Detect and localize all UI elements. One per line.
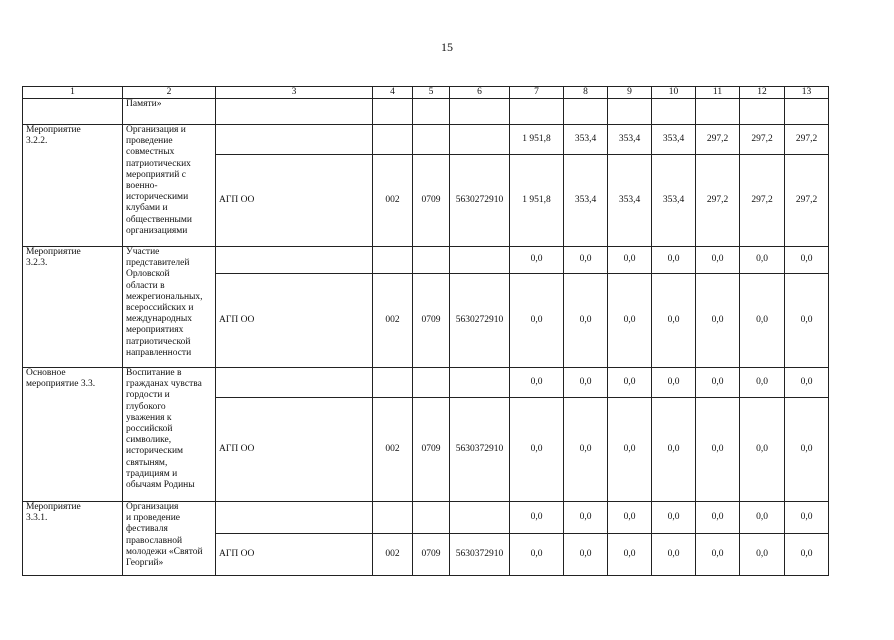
cell-c3 xyxy=(216,99,373,125)
cell-c2: Памяти» xyxy=(123,99,216,125)
value-cell: 0,0 xyxy=(696,398,740,502)
table-row-total xyxy=(23,368,829,398)
code-cell: 002 xyxy=(373,534,413,576)
value-cell: 0,0 xyxy=(696,368,740,398)
activity-code: Мероприятие 3.2.3. xyxy=(23,247,123,368)
empty-cell xyxy=(450,502,510,534)
cell-c1 xyxy=(23,99,123,125)
value-cell xyxy=(740,99,785,125)
empty-cell xyxy=(450,247,510,274)
empty-cell xyxy=(413,368,450,398)
column-header: 8 xyxy=(564,87,608,99)
value-cell: 0,0 xyxy=(740,274,785,368)
value-cell: 1 951,8 xyxy=(510,155,564,247)
value-cell: 353,4 xyxy=(564,125,608,155)
code-cell: 0709 xyxy=(413,534,450,576)
cell-c4 xyxy=(373,99,413,125)
value-cell: 0,0 xyxy=(652,502,696,534)
value-cell: 0,0 xyxy=(510,398,564,502)
value-cell: 0,0 xyxy=(510,534,564,576)
value-cell: 0,0 xyxy=(652,398,696,502)
column-header: 5 xyxy=(413,87,450,99)
value-cell xyxy=(608,99,652,125)
column-header: 2 xyxy=(123,87,216,99)
value-cell: 0,0 xyxy=(740,368,785,398)
value-cell: 353,4 xyxy=(652,125,696,155)
empty-cell xyxy=(413,125,450,155)
value-cell: 297,2 xyxy=(740,155,785,247)
value-cell: 0,0 xyxy=(696,274,740,368)
value-cell: 0,0 xyxy=(785,534,829,576)
value-cell: 0,0 xyxy=(608,534,652,576)
value-cell: 0,0 xyxy=(652,274,696,368)
empty-cell xyxy=(216,125,373,155)
empty-cell xyxy=(373,247,413,274)
value-cell xyxy=(785,99,829,125)
table-row-total xyxy=(23,502,829,534)
empty-cell xyxy=(216,368,373,398)
value-cell: 353,4 xyxy=(652,155,696,247)
code-cell: 002 xyxy=(373,155,413,247)
empty-cell xyxy=(373,502,413,534)
value-cell xyxy=(652,99,696,125)
activity-name: Участие представителей Орловской области в межрегиональных, всероссийских и международных мероприятиях патриотической направленности xyxy=(123,247,216,368)
executor-cell: АГП ОО xyxy=(216,155,373,247)
value-cell: 1 951,8 xyxy=(510,125,564,155)
column-header: 6 xyxy=(450,87,510,99)
code-cell: 5630372910 xyxy=(450,398,510,502)
executor-cell: АГП ОО xyxy=(216,534,373,576)
activity-name: Воспитание в гражданах чувства гордости и глубокого уважения к российской символике, историческим святыням, традициям и обычаям Родины xyxy=(123,368,216,502)
activity-code: Основное мероприятие 3.3. xyxy=(23,368,123,502)
activity-code: Мероприятие 3.3.1. xyxy=(23,502,123,576)
empty-cell xyxy=(216,247,373,274)
value-cell: 0,0 xyxy=(510,274,564,368)
cell-c5 xyxy=(413,99,450,125)
value-cell: 0,0 xyxy=(510,502,564,534)
column-header: 4 xyxy=(373,87,413,99)
value-cell: 0,0 xyxy=(510,368,564,398)
value-cell: 0,0 xyxy=(608,502,652,534)
page-number: 15 xyxy=(441,40,453,54)
value-cell: 0,0 xyxy=(785,274,829,368)
value-cell: 297,2 xyxy=(785,155,829,247)
value-cell: 353,4 xyxy=(564,155,608,247)
empty-cell xyxy=(450,125,510,155)
value-cell: 0,0 xyxy=(652,534,696,576)
column-header: 3 xyxy=(216,87,373,99)
code-cell: 002 xyxy=(373,274,413,368)
empty-cell xyxy=(373,368,413,398)
column-header: 7 xyxy=(510,87,564,99)
value-cell: 0,0 xyxy=(608,398,652,502)
value-cell: 0,0 xyxy=(785,398,829,502)
value-cell: 0,0 xyxy=(740,502,785,534)
column-header: 12 xyxy=(740,87,785,99)
code-cell: 5630372910 xyxy=(450,534,510,576)
value-cell: 0,0 xyxy=(608,247,652,274)
value-cell: 0,0 xyxy=(564,534,608,576)
table-row-total xyxy=(23,125,829,155)
value-cell: 0,0 xyxy=(785,247,829,274)
value-cell: 0,0 xyxy=(564,247,608,274)
cell-c6 xyxy=(450,99,510,125)
value-cell: 297,2 xyxy=(696,155,740,247)
column-header: 9 xyxy=(608,87,652,99)
value-cell: 0,0 xyxy=(564,274,608,368)
table-row-total xyxy=(23,247,829,274)
value-cell: 0,0 xyxy=(785,368,829,398)
activity-code: Мероприятие 3.2.2. xyxy=(23,125,123,247)
value-cell: 0,0 xyxy=(564,502,608,534)
empty-cell xyxy=(450,368,510,398)
table-header-row xyxy=(23,87,829,99)
value-cell: 0,0 xyxy=(652,368,696,398)
code-cell: 5630272910 xyxy=(450,274,510,368)
value-cell: 0,0 xyxy=(608,368,652,398)
empty-cell xyxy=(413,502,450,534)
value-cell: 0,0 xyxy=(785,502,829,534)
value-cell: 0,0 xyxy=(652,247,696,274)
value-cell: 0,0 xyxy=(564,368,608,398)
value-cell: 0,0 xyxy=(740,247,785,274)
value-cell: 297,2 xyxy=(696,125,740,155)
value-cell: 0,0 xyxy=(696,534,740,576)
code-cell: 0709 xyxy=(413,274,450,368)
empty-cell xyxy=(216,502,373,534)
value-cell: 0,0 xyxy=(740,534,785,576)
value-cell: 353,4 xyxy=(608,155,652,247)
value-cell xyxy=(564,99,608,125)
column-header: 11 xyxy=(696,87,740,99)
value-cell: 353,4 xyxy=(608,125,652,155)
value-cell: 0,0 xyxy=(510,247,564,274)
column-header: 1 xyxy=(23,87,123,99)
code-cell: 0709 xyxy=(413,398,450,502)
value-cell: 297,2 xyxy=(740,125,785,155)
value-cell xyxy=(510,99,564,125)
value-cell: 297,2 xyxy=(785,125,829,155)
executor-cell: АГП ОО xyxy=(216,398,373,502)
value-cell: 0,0 xyxy=(608,274,652,368)
column-header: 10 xyxy=(652,87,696,99)
activity-name: Организация и проведение фестиваля православной молодежи «Святой Георгий» xyxy=(123,502,216,576)
empty-cell xyxy=(413,247,450,274)
executor-cell: АГП ОО xyxy=(216,274,373,368)
value-cell: 0,0 xyxy=(564,398,608,502)
value-cell: 0,0 xyxy=(696,247,740,274)
table-row xyxy=(23,99,829,125)
code-cell: 002 xyxy=(373,398,413,502)
value-cell: 0,0 xyxy=(740,398,785,502)
empty-cell xyxy=(373,125,413,155)
activity-name: Организация и проведение совместных патриотических мероприятий с военно- историческими клубами и общественными организациями xyxy=(123,125,216,247)
column-header: 13 xyxy=(785,87,829,99)
code-cell: 0709 xyxy=(413,155,450,247)
value-cell: 0,0 xyxy=(696,502,740,534)
code-cell: 5630272910 xyxy=(450,155,510,247)
value-cell xyxy=(696,99,740,125)
budget-table xyxy=(22,86,829,576)
